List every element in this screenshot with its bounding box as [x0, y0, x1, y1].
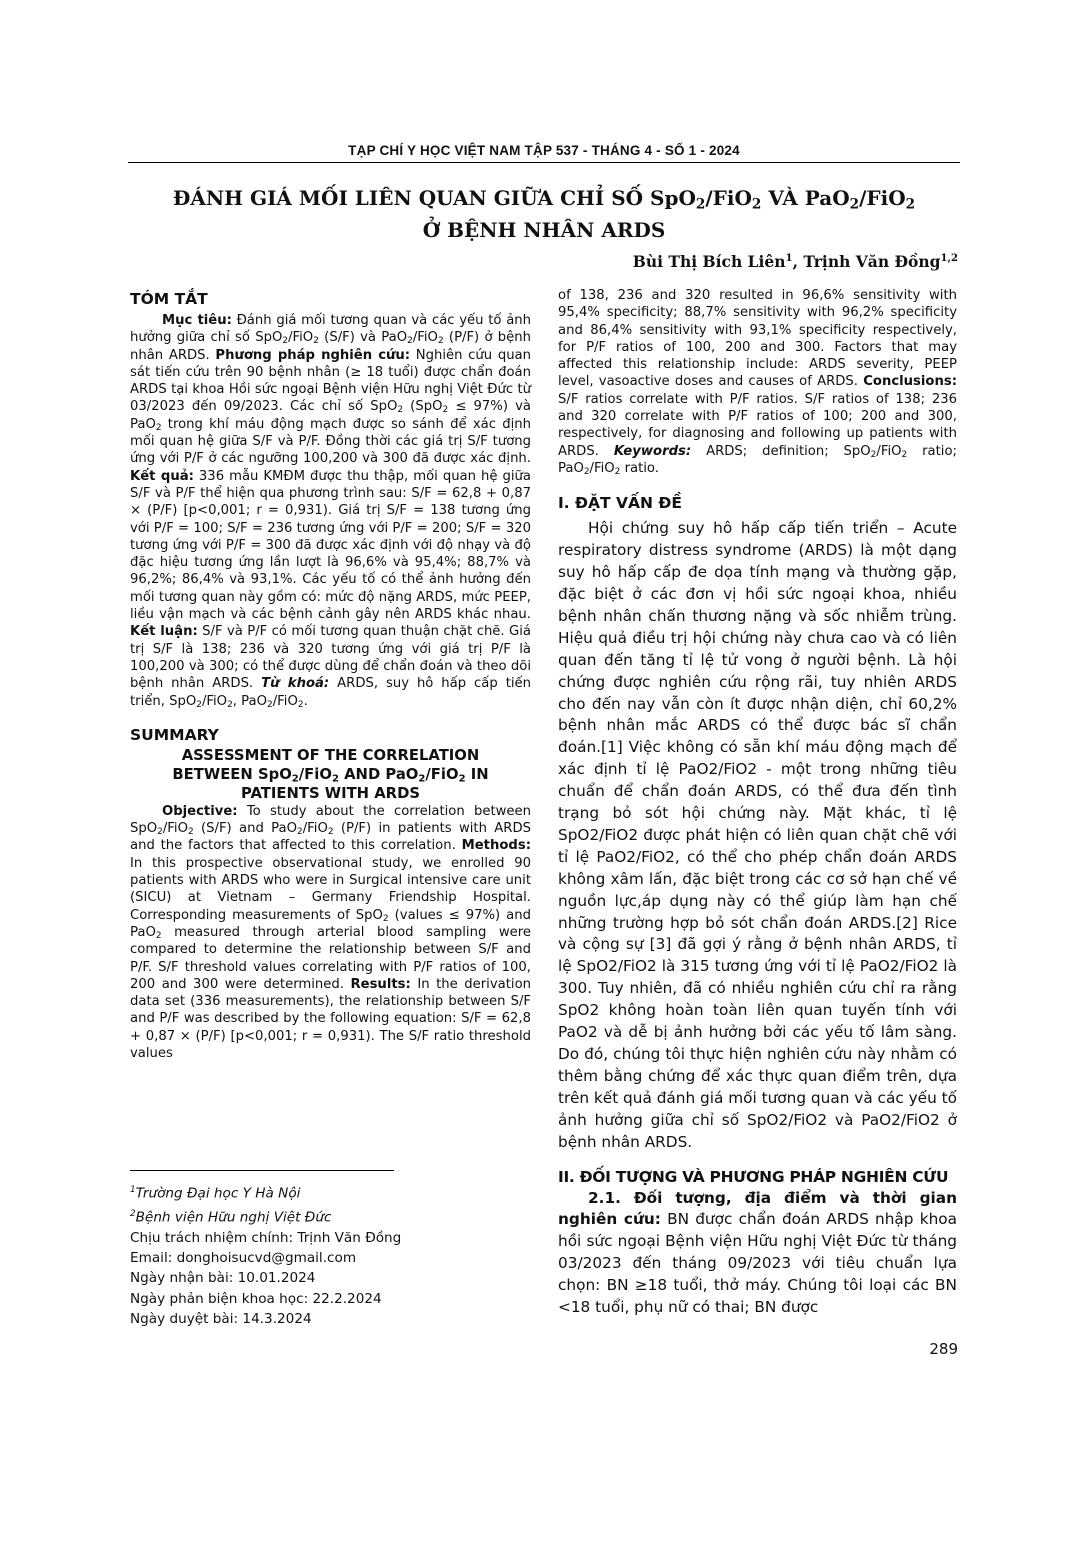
affiliation-1: $^1$Trường Đại học Y Hà Nội [130, 1185, 301, 1202]
page-number: 289 [929, 1340, 958, 1358]
section-1-heading: I. ĐẶT VẤN ĐỀ [558, 494, 682, 513]
date-accepted: Ngày duyệt bài: 14.3.2024 [130, 1310, 312, 1327]
title-line-1: ĐÁNH GIÁ MỐI LIÊN QUAN GIỮA CHỈ SỐ SpO$_2$/FiO$_2$ VÀ PaO$_2$/FiO$_2$ [172, 186, 916, 213]
date-reviewed: Ngày phản biện khoa học: 22.2.2024 [130, 1290, 382, 1307]
corresponding-author: Chịu trách nhiệm chính: Trịnh Văn Đồng [130, 1229, 402, 1246]
email: Email: donghoisucvd@gmail.com [130, 1249, 357, 1266]
date-received: Ngày nhận bài: 10.01.2024 [130, 1270, 316, 1287]
section-2-heading: II. ĐỐI TƯỢNG VÀ PHƯƠNG PHÁP NGHIÊN CỨU [558, 1167, 949, 1186]
right-column [558, 287, 957, 1319]
section-1-body: Hội chứng suy hô hấp cấp tiến triển – Acute respiratory distress syndrome (ARDS) là một dạng suy hô hấp cấp đe dọa tính mạng và thường gặp, đặc biệt ở các đơn vị hồi sức ngoại khoa, nhiều bệnh nhân chấn thương nặng và sốc nhiễm trùng. Hiệu quả điều trị hội chứng này chưa cao và có liên quan đến tăng tỉ lệ tử vong ở người bệnh. Là hội chứng được nghiên cứu rộng rãi, tuy nhiên ARDS cho đến nay vẫn còn ít được nhận diện, chỉ 60,2% bệnh nhân mắc ARDS có thể được bác sĩ chẩn đoán.[1] Việc không có sẵn khí máu động mạch để xác định tỉ lệ PaO2/FiO2 - một trong những tiêu chuẩn để chẩn đoán ARDS, có thể đưa đến tình trạng bỏ sót hội chứng này. Mặt khác, tỉ lệ SpO2/FiO2 được phát hiện có liên quan chặt chẽ với tỉ lệ PaO2/FiO2, có thể cho phép chẩn đoán ARDS không xâm lấn, đặc biệt trong các cơ sở hạn chế về nguồn lực,áp dụng này có thể giúp làm hạn chế những trường hợp bỏ sót chẩn đoán ARDS.[2] Rice và cộng sự [3] đã gợi ý rằng ở bệnh nhân ARDS, tỉ lệ SpO2/FiO2 là 315 tương ứng với tỉ lệ PaO2/FiO2 là 300. Tuy nhiên, đã có nhiều nghiên cứu chỉ ra rằng SpO2 không hoàn toàn liên quan tuyến tính với PaO2 và dễ bị ảnh hưởng bởi các yếu tố lâm sàng. Do đó, chúng tôi thực hiện nghiên cứu này nhằm có thêm bằng chứng để xác thực quan điểm trên, dựa trên kết quả đánh giá mối tương quan và các yếu tố ảnh hưởng giữa chỉ số SpO2/FiO2 và PaO2/FiO2 ở bệnh nhân ARDS. [558, 519, 957, 1151]
summary-abstract: Objective: To study about the correlation between SpO$_2$/FiO$_2$ (S/F) and PaO$_2$/FiO$_2$ (P/F) in patients with ARDS and the factors that affected to this correlation. Methods: In this prospective observational study, we enrolled 90 patients with ARDS who were in Surgical intensive care unit (SICU) at Vietnam – Germany Friendship Hospital. Corresponding measurements of SpO$_2$ (values ≤ 97%) and PaO$_2$ measured through arterial blood sampling were compared to determine the relationship between S/F and P/F. S/F threshold values correlating with P/F ratios of 100, 200 and 300 were determined. Results: In the derivation data set (336 measurements), the relationship between S/F and P/F was described by the following equation: S/F = 62,8 + 0,87 × (P/F) [p<0,001; r = 0,931). The S/F ratio threshold values [130, 803, 531, 1061]
title-line-2: Ở BỆNH NHÂN ARDS [422, 218, 666, 242]
summary-heading: SUMMARY [130, 725, 219, 744]
section-2-body: 2.1. Đối tượng, địa điểm và thời gian nghiên cứu: BN được chẩn đoán ARDS nhập khoa hồi sức ngoại Bệnh viện Hữu nghị Việt Đức từ tháng 03/2023 đến tháng 09/2023 với tiêu chuẩn lựa chọn: BN ≥18 tuổi, thở máy. Chúng tôi loại các BN <18 tuổi, phụ nữ có thai; BN được [558, 1188, 958, 1317]
authors: Bùi Thị Bích Liên$^1$, Trịnh Văn Đồng$^{1,2}$ [632, 252, 958, 271]
footnotes [130, 1180, 530, 1329]
tomtat-abstract: Mục tiêu: Đánh giá mối tương quan và các yếu tố ảnh hưởng giữa chỉ số SpO$_2$/FiO$_2$ (S/F) và PaO$_2$/FiO$_2$ (P/F) ở bệnh nhân ARDS. Phương pháp nghiên cứu: Nghiên cứu quan sát tiến cứu trên 90 bệnh nhân (≥ 18 tuổi) được chẩn đoán ARDS tại khoa Hồi sức ngoại Bệnh viện Hữu nghị Việt Đức từ 03/2023 đến 09/2023. Các chỉ số SpO$_2$ (SpO$_2$ ≤ 97%) và PaO$_2$ trong khí máu động mạch được so sánh để xác định mối quan hệ giữa S/F và P/F. Đồng thời các giá trị S/F tương ứng với P/F ở các ngưỡng 100,200 và 300 đã được xác định. Kết quả: 336 mẫu KMĐM được thu thập, mối quan hệ giữa S/F và P/F thể hiện qua phương trình sau: S/F = 62,8 + 0,87 × (P/F) [p<0,001; r = 0,931). Giá trị S/F = 138 tương ứng với P/F = 100; S/F = 236 tương ứng với P/F = 200; S/F = 320 tương ứng với P/F = 300 đã được xác định với độ nhạy và độ đặc hiệu tương ứng lần lượt là 96,6% và 95,4%; 88,7% và 96,2%; 86,4% và 93,1%. Các yếu tố có thể ảnh hưởng đến mối tương quan này gồm có: mức độ nặng ARDS, mức PEEP, liều vận mạch và các bệnh cảnh gây nên ARDS khác nhau. Kết luận: S/F và P/F có mối tương quan thuận chặt chẽ. Giá trị S/F là 138; 236 và 320 tương ứng với giá trị P/F là 100,200 và 300; có thể được dùng để chẩn đoán và theo dõi bệnh nhân ARDS. Từ khoá: ARDS, suy hô hấp cấp tiến triển, SpO$_2$/FiO$_2$, PaO$_2$/FiO$_2$. [130, 313, 532, 710]
summary-title: ASSESSMENT OF THE CORRELATION BETWEEN SpO$_2$/FiO$_2$ AND PaO$_2$/FiO$_2$ IN PATIENTS WITH ARDS [172, 746, 489, 802]
header-rule [128, 162, 960, 163]
footnote-rule [130, 1170, 394, 1171]
affiliation-2: $^2$Bệnh viện Hữu nghị Việt Đức [130, 1208, 332, 1226]
tomtat-heading: TÓM TẮT [130, 290, 208, 308]
running-head: TẠP CHÍ Y HỌC VIỆT NAM TẬP 537 - THÁNG 4 - SỐ 1 - 2024 [348, 143, 740, 158]
summary-abstract-continued: of 138, 236 and 320 resulted in 96,6% sensitivity with 95,4% specificity; 88,7% sensitivity with 96,2% specificity and 86,4% sensitivity with 93,1% specificity respectively, for P/F ratios of 100, 200 and 300. Factors that may affected this relationship include: ARDS severity, PEEP level, vasoactive doses and causes of ARDS. Conclusions: S/F ratios correlate with P/F ratios. S/F ratios of 138; 236 and 320 correlate with P/F ratios of 100; 200 and 300, respectively, for diagnosing and following up patients with ARDS. Keywords: ARDS; definition; SpO$_2$/FiO$_2$ ratio; PaO$_2$/FiO$_2$ ratio. [558, 288, 957, 478]
left-column [130, 290, 531, 1062]
article-title [128, 182, 960, 246]
